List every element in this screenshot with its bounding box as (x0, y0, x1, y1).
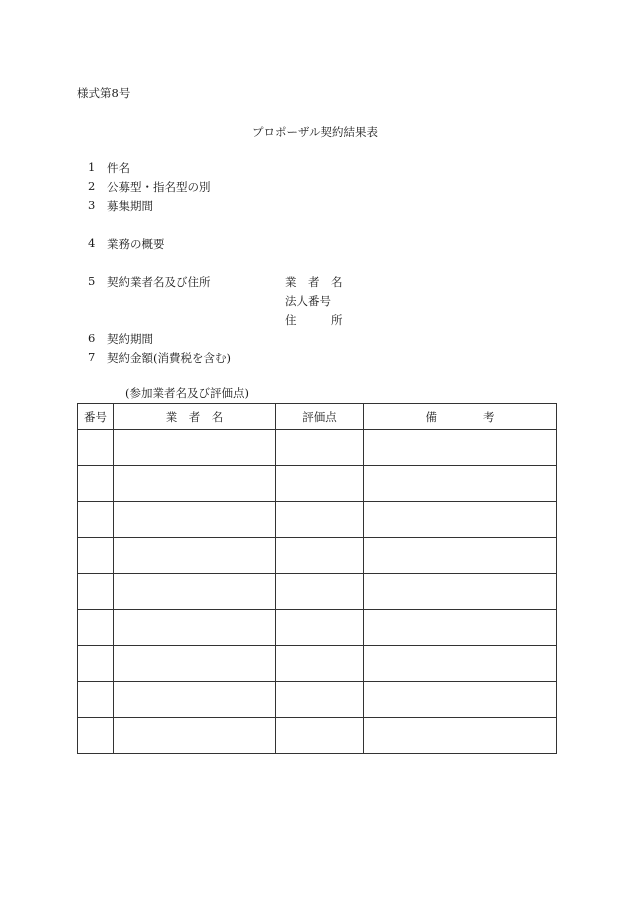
item-number: 4 (88, 236, 96, 250)
cell-number (78, 718, 114, 754)
table-row (78, 610, 557, 646)
bidder-score-table (77, 403, 557, 754)
cell-score (276, 466, 364, 502)
header-remarks: 備 考 (364, 404, 557, 430)
header-number: 番号 (78, 404, 114, 430)
cell-company-name (114, 574, 276, 610)
item-number: 3 (88, 198, 96, 212)
table-body (78, 430, 557, 754)
cell-company-name (114, 430, 276, 466)
item-label: 業務の概要 (107, 237, 165, 251)
table-row (78, 646, 557, 682)
table-row (78, 574, 557, 610)
cell-remarks (364, 610, 557, 646)
contractor-name-label: 業 者 名 (285, 275, 343, 289)
document-title: プロポーザル契約結果表 (252, 125, 378, 139)
cell-company-name (114, 610, 276, 646)
cell-company-name (114, 538, 276, 574)
table-row (78, 718, 557, 754)
cell-score (276, 538, 364, 574)
table-header-row (78, 404, 557, 430)
cell-number (78, 646, 114, 682)
cell-remarks (364, 574, 557, 610)
item-label: 公募型・指名型の別 (107, 180, 211, 194)
table-row (78, 682, 557, 718)
cell-remarks (364, 538, 557, 574)
form-number: 様式第8号 (77, 86, 131, 100)
item-label: 契約期間 (107, 332, 153, 346)
table-row (78, 430, 557, 466)
item-number: 7 (88, 350, 96, 364)
item-number: 5 (88, 274, 96, 288)
cell-score (276, 610, 364, 646)
cell-number (78, 430, 114, 466)
cell-score (276, 574, 364, 610)
cell-score (276, 682, 364, 718)
table-row (78, 502, 557, 538)
header-company-name: 業 者 名 (114, 404, 276, 430)
cell-score (276, 718, 364, 754)
cell-remarks (364, 646, 557, 682)
item-label: 件名 (107, 161, 130, 175)
corporate-number-label: 法人番号 (285, 294, 331, 308)
cell-number (78, 466, 114, 502)
item-number: 2 (88, 179, 96, 193)
address-label: 住 所 (285, 313, 343, 327)
table-caption: (参加業者名及び評価点) (125, 386, 249, 400)
cell-company-name (114, 682, 276, 718)
cell-company-name (114, 718, 276, 754)
cell-score (276, 646, 364, 682)
cell-number (78, 502, 114, 538)
cell-remarks (364, 502, 557, 538)
item-number: 6 (88, 331, 96, 345)
cell-company-name (114, 646, 276, 682)
table-row (78, 466, 557, 502)
table-row (78, 538, 557, 574)
item-label: 募集期間 (107, 199, 153, 213)
cell-company-name (114, 466, 276, 502)
cell-remarks (364, 682, 557, 718)
cell-remarks (364, 718, 557, 754)
cell-remarks (364, 430, 557, 466)
cell-number (78, 610, 114, 646)
cell-score (276, 430, 364, 466)
item-number: 1 (88, 160, 96, 174)
header-score: 評価点 (276, 404, 364, 430)
item-label: 契約業者名及び住所 (107, 275, 211, 289)
cell-number (78, 682, 114, 718)
cell-company-name (114, 502, 276, 538)
cell-score (276, 502, 364, 538)
cell-number (78, 574, 114, 610)
cell-number (78, 538, 114, 574)
cell-remarks (364, 466, 557, 502)
item-label: 契約金額(消費税を含む) (107, 351, 231, 365)
